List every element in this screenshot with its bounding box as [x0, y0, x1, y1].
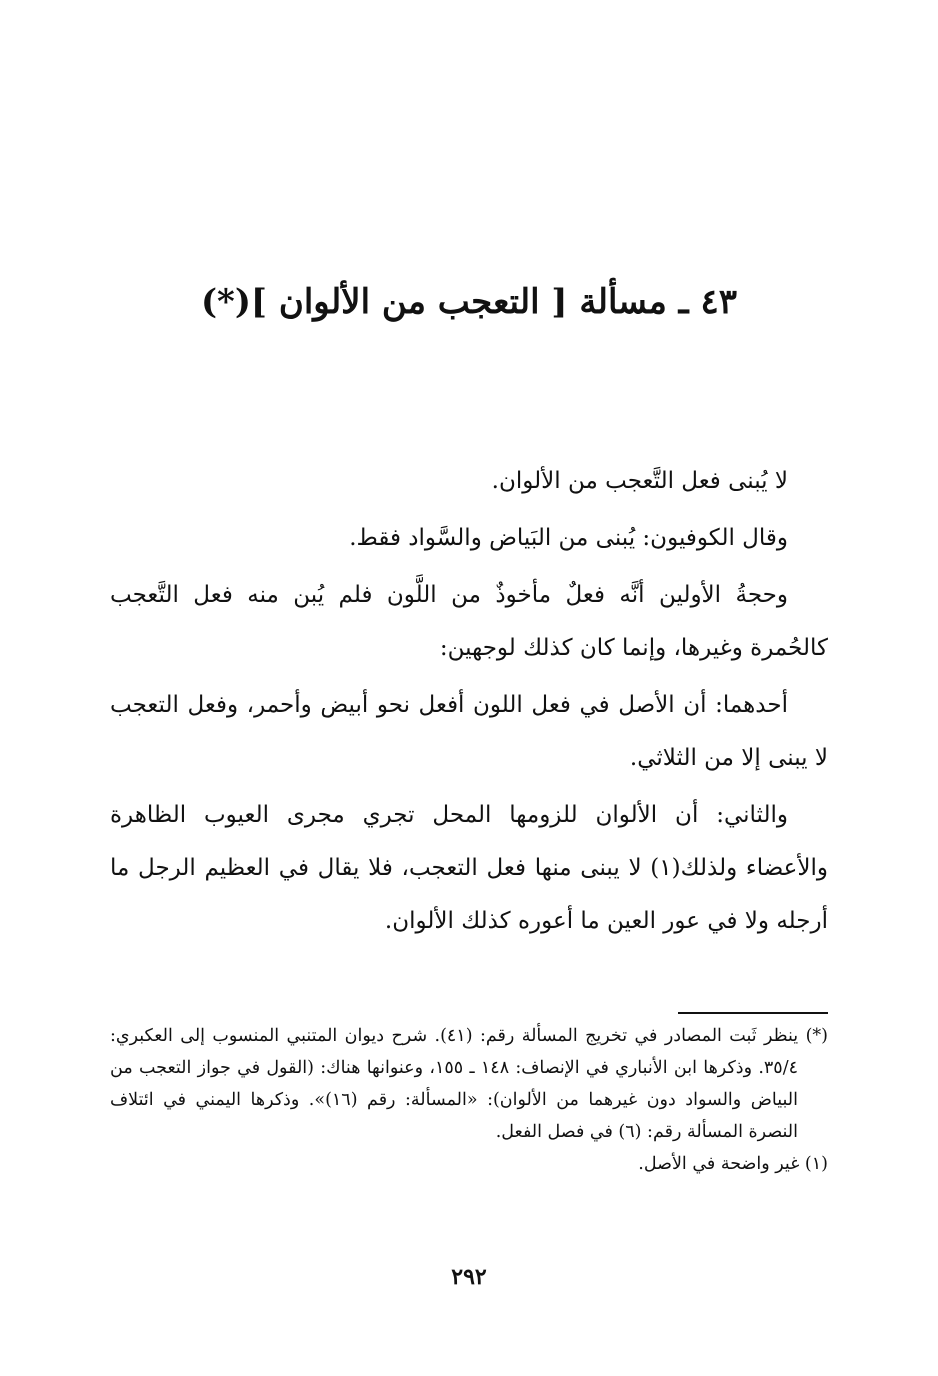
main-text — [110, 455, 828, 952]
footnote-separator — [678, 1012, 828, 1014]
page-title: ٤٣ ـ مسألة [ التعجب من الألوان ](*) — [200, 282, 738, 322]
paragraph: وقال الكوفيون: يُبنى من البَياض والسَّواد فقط. — [349, 525, 788, 551]
page-number: ٢٩٢ — [451, 1264, 487, 1290]
footnotes — [110, 1020, 828, 1180]
footnote: (١) غير واضحة في الأصل. — [638, 1154, 828, 1174]
footnote: (*) ينظر ثَبت المصادر في تخريج المسألة رقم: (٤١). شرح ديوان المتنبي المنسوب إلى العكبري: ٣٥/٤. وذكرها ابن الأنباري في الإنصاف: ١٤٨ ـ ١٥٥، وعنوانها هناك: (القول في جواز التعجب من البياض والسواد دون غيرهما من الألوان): «المسألة: رقم (١٦)». وذكرها اليمني في ائتلاف النصرة المسألة رقم: (٦) في فصل الفعل. — [110, 1026, 828, 1142]
paragraph: أحدهما: أن الأصل في فعل اللون أفعل نحو أبيض وأحمر، وفعل التعجب لا يبنى إلا من الثلاثي. — [110, 692, 828, 771]
paragraph: والثاني: أن الألوان للزومها المحل تجري مجرى العيوب الظاهرة والأعضاء ولذلك(١) لا يبنى منها فعل التعجب، فلا يقال في العظيم الرجل ما أرجله ولا في عور العين ما أعوره كذلك الألوان. — [110, 802, 828, 934]
paragraph: وحجةُ الأولين أنَّه فعلٌ مأخوذٌ من اللَّون فلم يُبن منه فعل التَّعجب كالحُمرة وغيرها، وإنما كان كذلك لوجهين: — [110, 582, 828, 661]
paragraph: لا يُبنى فعل التَّعجب من الألوان. — [491, 468, 788, 494]
